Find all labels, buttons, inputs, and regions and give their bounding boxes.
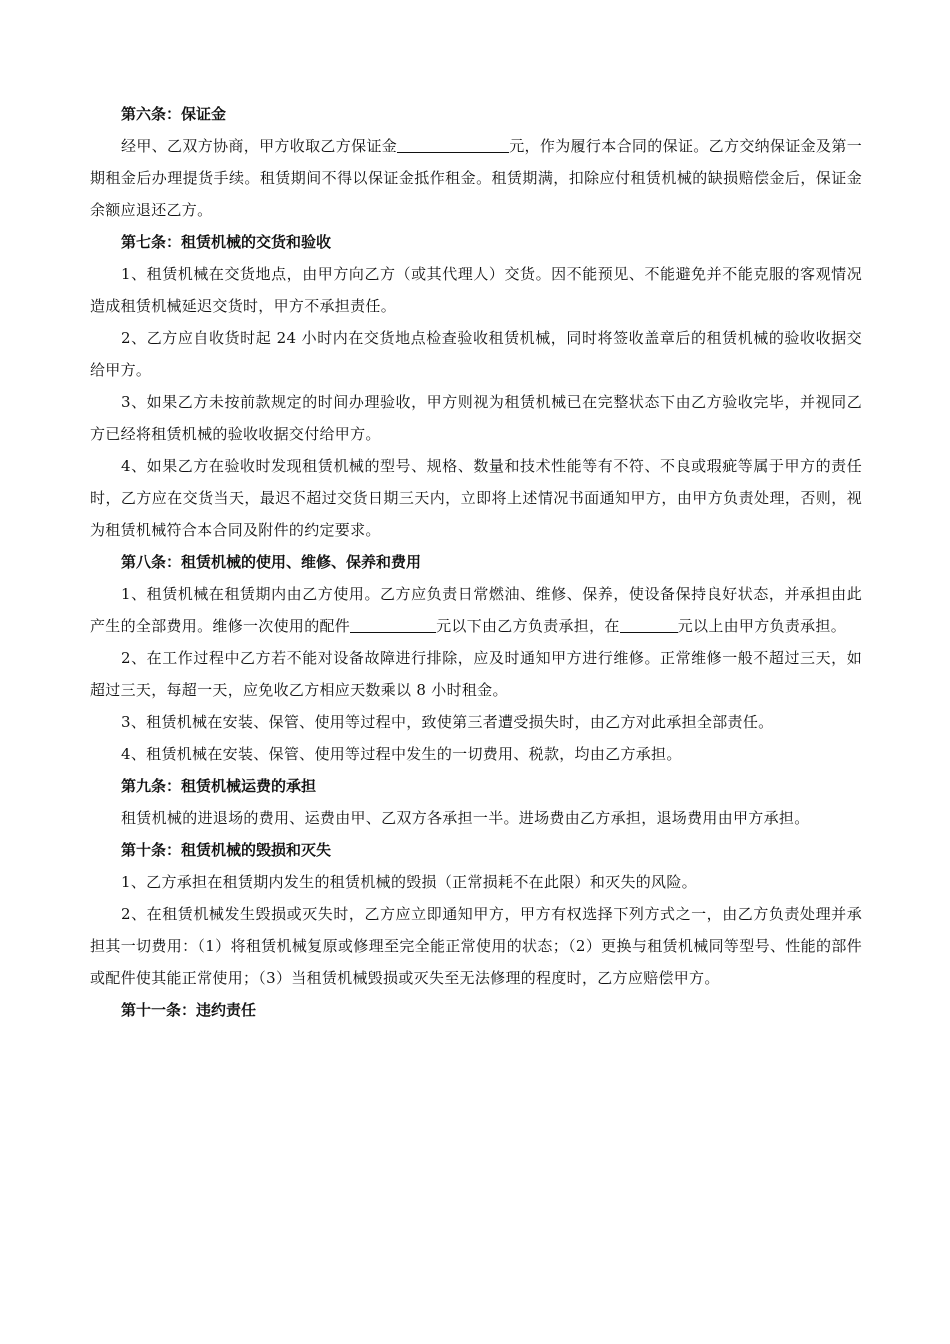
article-8-clause-4: 4、租赁机械在安装、保管、使用等过程中发生的一切费用、税款，均由乙方承担。	[121, 745, 682, 763]
article-7-heading: 第七条：租赁机械的交货和验收	[121, 233, 332, 251]
article-7-clause-1: 1、租赁机械在交货地点，由甲方向乙方（或其代理人）交货。因不能预见、不能避免并不能克服的客观情况造成租赁机械延迟交货时，甲方不承担责任。	[90, 265, 862, 315]
article-8-clause-2: 2、在工作过程中乙方若不能对设备故障进行排除，应及时通知甲方进行维修。正常维修一般不超过三天，如超过三天，每超一天，应免收乙方相应天数乘以 8 小时租金。	[90, 649, 862, 699]
article-9-heading: 第九条：租赁机械运费的承担	[121, 777, 317, 795]
article-6-text-b: 元，作为履行本合同的保证。乙方交纳保证金及第一期租金后办理提货手续。租赁期间不得以保证金抵作租金。租赁期满，扣除应付租赁机械的缺损赔偿金后，保证金余额应退还乙方。	[90, 137, 863, 219]
article-10-clause-1: 1、乙方承担在租赁期内发生的租赁机械的毁损（正常损耗不在此限）和灭失的风险。	[121, 873, 697, 891]
article-11-heading: 第十一条：违约责任	[121, 1001, 257, 1019]
parts-limit-blank	[350, 616, 436, 633]
article-10-clause-2: 2、在租赁机械发生毁损或灭失时，乙方应立即通知甲方，甲方有权选择下列方式之一，由乙方负责处理并承担其一切费用：（1）将租赁机械复原或修理至完全能正常使用的状态；（2）更换与租赁机械同等型号、性能的部件或配件使其能正常使用；（3）当租赁机械毁损或灭失至无法修理的程度时，乙方应赔偿甲方。	[90, 905, 862, 987]
deposit-amount-blank	[397, 136, 509, 153]
article-8-text-b: 元以下由乙方负责承担，在	[436, 617, 620, 635]
article-8-text-a: 1、租赁机械在租赁期内由乙方使用。乙方应负责日常燃油、维修、保养，使设备保持良好状态，并承担由此产生的全部费用。维修一次使用的配件	[90, 585, 862, 635]
article-8-text-c: 元以上由甲方负责承担。	[677, 617, 847, 635]
article-7-clause-2: 2、乙方应自收货时起 24 小时内在交货地点检查验收租赁机械，同时将签收盖章后的租赁机械的验收收据交给甲方。	[90, 329, 862, 379]
article-8-heading: 第八条：租赁机械的使用、维修、保养和费用	[121, 553, 422, 571]
contract-page	[90, 98, 862, 1026]
article-6-heading: 第六条：保证金	[121, 105, 227, 123]
article-7-clause-3: 3、如果乙方未按前款规定的时间办理验收，甲方则视为租赁机械已在完整状态下由乙方验收完毕，并视同乙方已经将租赁机械的验收收据交付给甲方。	[90, 393, 862, 443]
article-7-clause-4: 4、如果乙方在验收时发现租赁机械的型号、规格、数量和技术性能等有不符、不良或瑕疵等属于甲方的责任时，乙方应在交货当天，最迟不超过交货日期三天内，立即将上述情况书面通知甲方，由甲方负责处理，否则，视为租赁机械符合本合同及附件的约定要求。	[90, 457, 862, 539]
article-6-paragraph	[90, 130, 862, 226]
article-8-clause-3: 3、租赁机械在安装、保管、使用等过程中，致使第三者遭受损失时，由乙方对此承担全部责任。	[121, 713, 774, 731]
article-10-heading: 第十条：租赁机械的毁损和灭失	[121, 841, 332, 859]
article-6-text-a: 经甲、乙双方协商，甲方收取乙方保证金	[121, 137, 398, 155]
parts-upper-blank	[620, 616, 678, 633]
article-8-clause-1	[90, 578, 862, 642]
article-9-paragraph: 租赁机械的进退场的费用、运费由甲、乙双方各承担一半。进场费由乙方承担，退场费用由甲方承担。	[121, 809, 810, 827]
